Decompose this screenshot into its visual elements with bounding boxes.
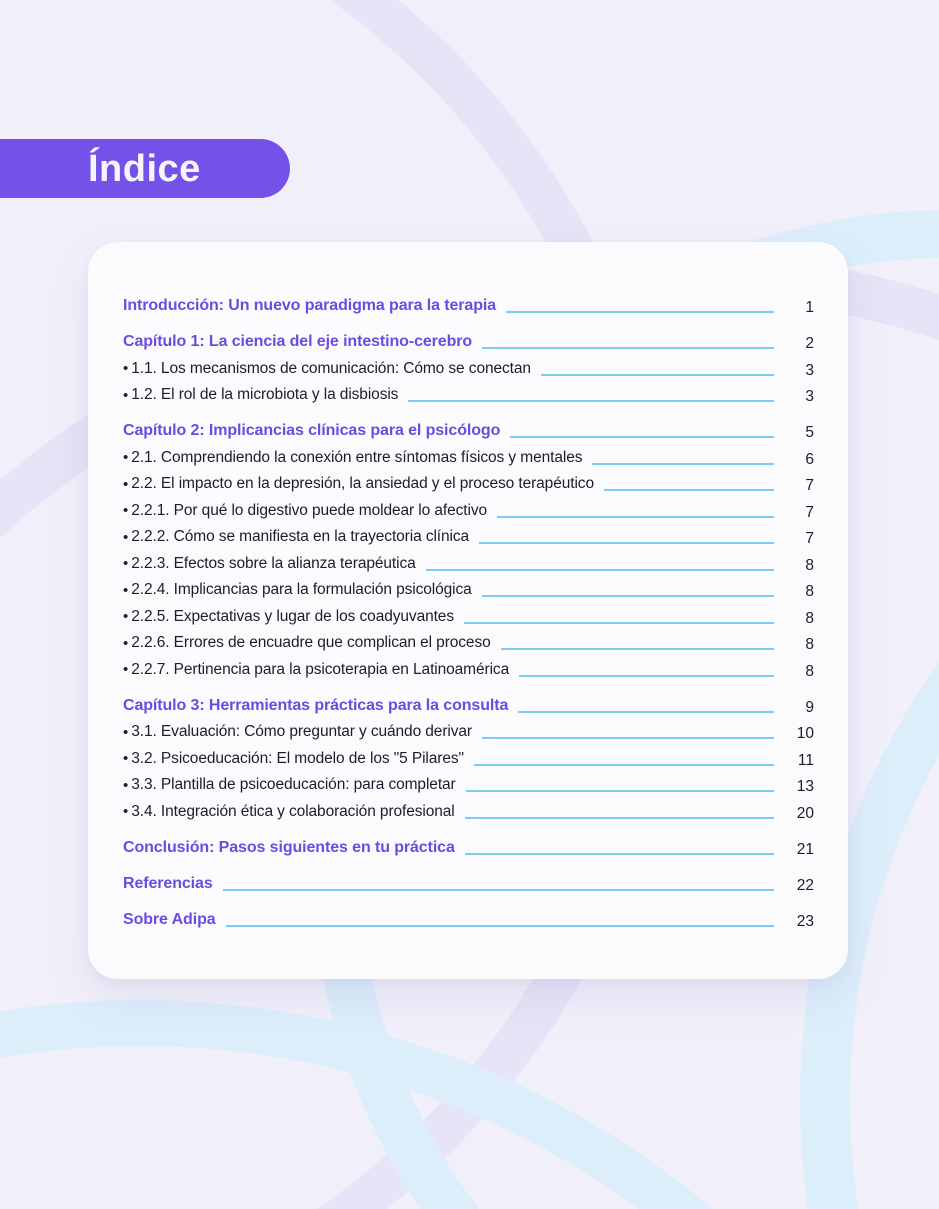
toc-entry[interactable] — [123, 445, 814, 472]
toc-entry-page: 8 — [805, 662, 814, 680]
toc-entry-page: 2 — [805, 335, 814, 353]
toc-entry-label: 2.1. Comprendiendo la conexión entre síntomas físicos y mentales — [131, 448, 583, 466]
leader-line — [518, 711, 774, 713]
toc-entry[interactable] — [123, 799, 814, 826]
toc-entry-page: 5 — [805, 424, 814, 442]
toc-entry[interactable] — [123, 657, 814, 684]
toc-entry[interactable] — [123, 356, 814, 383]
leader-line — [501, 648, 774, 650]
toc-entry-label: 2.2.4. Implicancias para la formulación psicológica — [131, 581, 472, 599]
leader-line — [482, 595, 774, 597]
bullet-icon: • — [123, 475, 129, 493]
toc-entry-page: 6 — [805, 450, 814, 468]
bullet-icon: • — [123, 634, 129, 652]
leader-line — [482, 737, 774, 739]
toc-entry-label: Capítulo 1: La ciencia del eje intestino-cerebro — [123, 333, 473, 351]
toc-entry-label: 2.2.7. Pertinencia para la psicoterapia en Latinoamérica — [131, 660, 510, 678]
leader-line — [465, 817, 774, 819]
leader-line — [474, 764, 774, 766]
bullet-icon: • — [123, 502, 129, 520]
bullet-icon: • — [123, 723, 129, 741]
bullet-icon: • — [123, 608, 129, 626]
leader-line — [497, 516, 774, 518]
toc-entry-page: 8 — [805, 556, 814, 574]
toc-entry-label: 2.2.2. Cómo se manifiesta en la trayectoria clínica — [131, 528, 470, 546]
leader-line — [479, 542, 774, 544]
page-title: Índice — [88, 147, 201, 190]
bullet-icon: • — [123, 555, 129, 573]
toc-entry-label: 2.2. El impacto en la depresión, la ansiedad y el proceso terapéutico — [131, 475, 594, 493]
toc-entry-label: Capítulo 2: Implicancias clínicas para el psicólogo — [123, 422, 501, 440]
toc-entry[interactable] — [123, 907, 814, 934]
toc-entry[interactable] — [123, 746, 814, 773]
toc-entry-page: 20 — [796, 804, 814, 822]
toc-entry-label: Conclusión: Pasos siguientes en tu práctica — [123, 838, 455, 856]
bullet-icon: • — [123, 803, 129, 821]
toc-entry-page: 8 — [805, 609, 814, 627]
toc-entry-label: 2.2.1. Por qué lo digestivo puede moldear lo afectivo — [131, 501, 487, 519]
toc-entry-page: 3 — [805, 388, 814, 406]
toc-list — [123, 293, 814, 933]
toc-entry-page: 7 — [805, 530, 814, 548]
toc-entry[interactable] — [123, 871, 814, 898]
toc-entry[interactable] — [123, 693, 814, 720]
leader-line — [541, 374, 774, 376]
leader-line — [465, 853, 774, 855]
leader-line — [592, 463, 774, 465]
toc-entry-page: 22 — [796, 876, 814, 894]
bullet-icon: • — [123, 449, 129, 467]
toc-entry-page: 23 — [796, 912, 814, 930]
leader-line — [466, 790, 774, 792]
bullet-icon: • — [123, 776, 129, 794]
toc-entry-label: 3.2. Psicoeducación: El modelo de los "5 Pilares" — [131, 749, 464, 767]
toc-entry-label: 1.2. El rol de la microbiota y la disbiosis — [131, 386, 399, 404]
bullet-icon: • — [123, 360, 129, 378]
leader-line — [510, 436, 774, 438]
background-curve-blue — [0, 1000, 939, 1209]
toc-entry-page: 8 — [805, 636, 814, 654]
toc-entry[interactable] — [123, 772, 814, 799]
bullet-icon: • — [123, 581, 129, 599]
toc-entry[interactable] — [123, 329, 814, 356]
toc-entry-page: 3 — [805, 361, 814, 379]
toc-entry[interactable] — [123, 577, 814, 604]
toc-entry-label: 1.1. Los mecanismos de comunicación: Cómo se conectan — [131, 359, 531, 377]
toc-entry-label: Sobre Adipa — [123, 910, 216, 928]
index-title-banner — [0, 139, 290, 198]
toc-entry-page: 21 — [796, 840, 814, 858]
toc-entry-label: 3.1. Evaluación: Cómo preguntar y cuándo derivar — [131, 723, 472, 741]
toc-entry[interactable] — [123, 835, 814, 862]
leader-line — [519, 675, 774, 677]
toc-entry[interactable] — [123, 498, 814, 525]
toc-entry-label: 3.3. Plantilla de psicoeducación: para completar — [131, 776, 456, 794]
toc-entry[interactable] — [123, 719, 814, 746]
toc-entry[interactable] — [123, 630, 814, 657]
toc-entry-label: Introducción: Un nuevo paradigma para la terapia — [123, 297, 497, 315]
leader-line — [223, 889, 774, 891]
toc-card — [88, 242, 848, 979]
toc-entry-label: Capítulo 3: Herramientas prácticas para la consulta — [123, 696, 509, 714]
toc-entry-page: 11 — [797, 751, 814, 769]
toc-entry[interactable] — [123, 382, 814, 409]
toc-entry[interactable] — [123, 551, 814, 578]
toc-entry-page: 7 — [805, 477, 814, 495]
toc-entry-page: 1 — [805, 299, 814, 317]
leader-line — [226, 925, 774, 927]
leader-line — [604, 489, 774, 491]
toc-entry[interactable] — [123, 471, 814, 498]
toc-entry-page: 7 — [805, 503, 814, 521]
leader-line — [426, 569, 774, 571]
toc-entry-label: 2.2.5. Expectativas y lugar de los coadyuvantes — [131, 607, 454, 625]
toc-entry-label: 3.4. Integración ética y colaboración profesional — [131, 802, 455, 820]
leader-line — [464, 622, 774, 624]
toc-entry-label: 2.2.3. Efectos sobre la alianza terapéutica — [131, 554, 416, 572]
toc-entry[interactable] — [123, 418, 814, 445]
toc-entry-page: 8 — [805, 583, 814, 601]
bullet-icon: • — [123, 661, 129, 679]
toc-entry[interactable] — [123, 604, 814, 631]
toc-entry-label: Referencias — [123, 874, 213, 892]
bullet-icon: • — [123, 750, 129, 768]
toc-entry-page: 9 — [805, 698, 814, 716]
bullet-icon: • — [123, 528, 129, 546]
toc-entry-page: 10 — [796, 725, 814, 743]
leader-line — [506, 311, 774, 313]
toc-entry-label: 2.2.6. Errores de encuadre que complican el proceso — [131, 634, 491, 652]
toc-entry[interactable] — [123, 524, 814, 551]
bullet-icon: • — [123, 386, 129, 404]
leader-line — [482, 347, 774, 349]
toc-entry-page: 13 — [796, 778, 814, 796]
toc-entry[interactable] — [123, 293, 814, 320]
leader-line — [408, 400, 774, 402]
